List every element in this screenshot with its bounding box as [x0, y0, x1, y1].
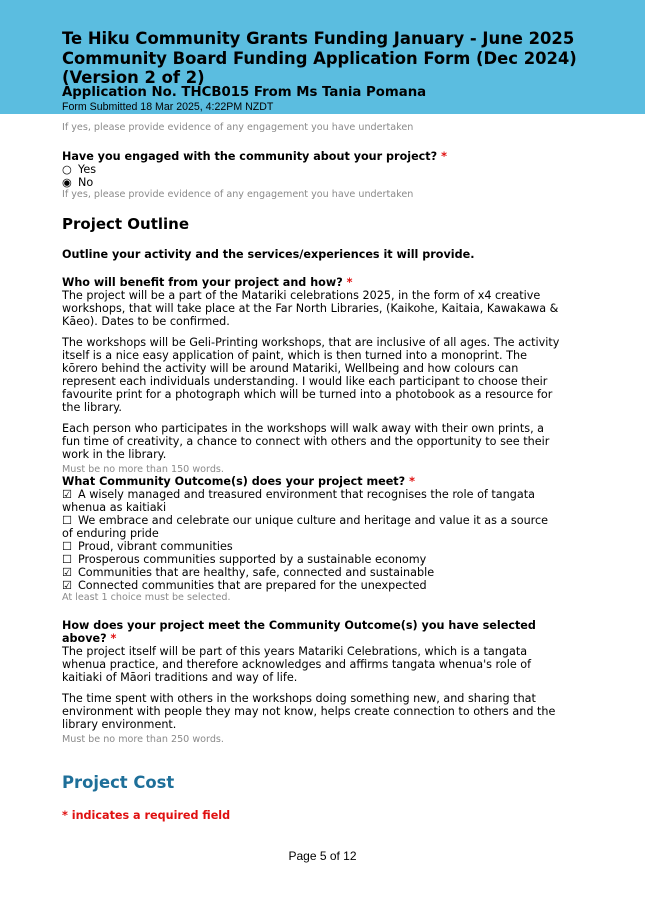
required-mark: *: [346, 276, 353, 289]
radio-option-yes[interactable]: ○ Yes: [62, 163, 97, 176]
outcome-checkbox[interactable]: ☑ Connected communities that are prepared for the unexpected: [62, 579, 427, 592]
outcome-checkbox[interactable]: ☑ A wisely managed and treasured environment that recognises the role of tangata whenua as kaitiaki: [62, 488, 535, 514]
radio-unselected-icon: ○: [62, 163, 72, 176]
how-meet-block: [62, 619, 562, 746]
outcomes-question: What Community Outcome(s) does your project meet? *: [62, 475, 415, 488]
benefit-paragraph: The workshops will be Geli-Printing workshops, that are inclusive of all ages. The activity itself is a nice easy application of paint, which is then turned into a monoprint. The kōrero behind the activity will be around Matariki, Wellbeing and how colours can represent each individuals understanding. I would like each participant to choose their favourite print for a photograph which will be turned into a photobook as a resource for the library.: [62, 336, 560, 414]
engaged-question: Have you engaged with the community about your project? *: [62, 150, 447, 163]
project-cost-heading: Project Cost: [62, 773, 175, 792]
benefit-block: [62, 276, 562, 476]
form-title: Te Hiku Community Grants Funding January - June 2025 Community Board Funding Application Form (Dec 2024) (Version 2 of 2): [62, 29, 577, 87]
engagement-hint-top: If yes, please provide evidence of any engagement you have undertaken: [62, 122, 414, 133]
checkbox-checked-icon: ☑: [62, 566, 73, 579]
checkbox-unchecked-icon: ☐: [62, 540, 73, 553]
outcome-checkbox[interactable]: ☐ Proud, vibrant communities: [62, 540, 233, 553]
choice-hint: At least 1 choice must be selected.: [62, 592, 231, 603]
word-limit-hint: Must be no more than 250 words.: [62, 734, 224, 745]
how-meet-paragraph: The time spent with others in the workshops doing something new, and sharing that environment with people they may not know, helps create connection to others and the library environment.: [62, 692, 556, 731]
benefit-paragraph: The project will be a part of the Matariki celebrations 2025, in the form of x4 creative workshops, that will take place at the Far North Libraries, (Kaikohe, Kaitaia, Kawakawa & Kāeo). Dates to be confirmed.: [62, 289, 559, 328]
required-mark: *: [110, 632, 117, 645]
outline-intro: Outline your activity and the services/experiences it will provide.: [62, 248, 475, 261]
required-mark: *: [409, 475, 415, 488]
project-outline-heading: Project Outline: [62, 215, 190, 233]
checkbox-checked-icon: ☑: [62, 488, 73, 501]
benefit-question: Who will benefit from your project and how? *: [62, 276, 353, 289]
outcome-checkbox[interactable]: ☐ We embrace and celebrate our unique culture and heritage and value it as a source of enduring pride: [62, 514, 549, 540]
checkbox-unchecked-icon: ☐: [62, 553, 73, 566]
outcomes-block: [62, 475, 562, 604]
checkbox-checked-icon: ☑: [62, 579, 73, 592]
word-limit-hint: Must be no more than 150 words.: [62, 464, 224, 475]
how-meet-paragraph: The project itself will be part of this years Matariki Celebrations, which is a tangata whenua practice, and therefore acknowledges and affirms tangata whenua's role of kaitiaki of Māori traditions and way of life.: [62, 645, 532, 684]
required-field-note: * indicates a required field: [62, 809, 231, 822]
application-number: Application No. THCB015 From Ms Tania Pomana: [62, 85, 427, 100]
how-meet-question: How does your project meet the Community Outcome(s) you have selected above? *: [62, 619, 536, 645]
submission-date: Form Submitted 18 Mar 2025, 4:22PM NZDT: [62, 101, 274, 113]
form-header: [0, 0, 645, 114]
radio-selected-icon: ◉: [62, 176, 72, 189]
outcome-checkbox[interactable]: ☑ Communities that are healthy, safe, connected and sustainable: [62, 566, 435, 579]
engagement-hint: If yes, please provide evidence of any engagement you have undertaken: [62, 189, 414, 200]
benefit-paragraph: Each person who participates in the workshops will walk away with their own prints, a fun time of creativity, a chance to connect with others and the opportunity to see their work in the library.: [62, 422, 550, 461]
required-mark: *: [441, 150, 447, 163]
checkbox-unchecked-icon: ☐: [62, 514, 73, 527]
radio-option-no[interactable]: ◉ No: [62, 176, 94, 189]
page-number: Page 5 of 12: [288, 849, 357, 863]
engaged-question-block: [62, 150, 562, 201]
outcome-checkbox[interactable]: ☐ Prosperous communities supported by a sustainable economy: [62, 553, 427, 566]
